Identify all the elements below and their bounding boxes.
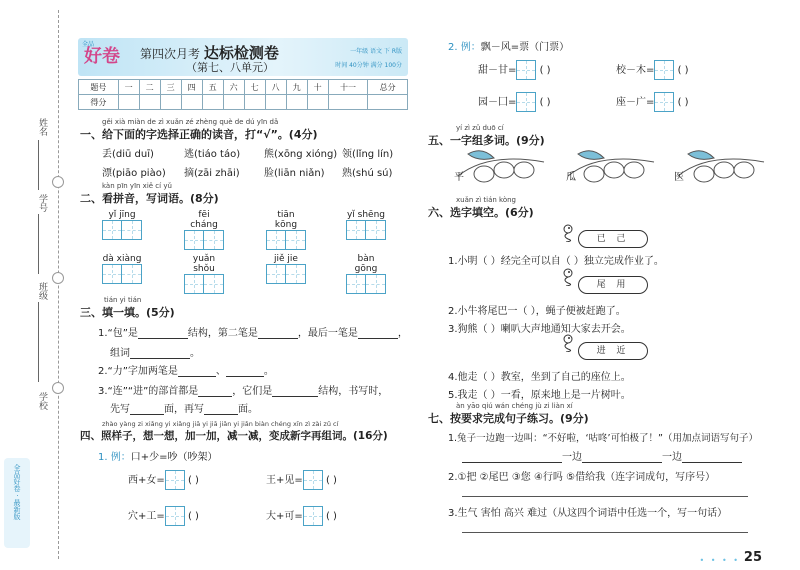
school-label: 学校 bbox=[37, 392, 47, 410]
blank[interactable] bbox=[178, 376, 216, 377]
char-box[interactable] bbox=[303, 506, 323, 526]
exercise-line: 1.兔子一边跑一边叫：“不好啦，‘咕咚’可怕极了！”（用加点词语写句子） bbox=[448, 433, 758, 444]
sentence-line[interactable]: 5.我走（ ）一看，原来地上是一片树叶。 bbox=[448, 390, 631, 401]
choice-item[interactable]: 脸(liān niǎn) bbox=[264, 168, 325, 179]
writing-grid[interactable] bbox=[102, 264, 142, 284]
blank[interactable] bbox=[682, 462, 742, 463]
exercise-line: 3.生气 害怕 高兴 难过（从这四个词语中任选一个，写一句话） bbox=[448, 508, 728, 519]
section-5-title: 五、一字组多词。(9分) bbox=[428, 134, 545, 147]
page-title: 第四次月考 达标检测卷 bbox=[140, 44, 279, 62]
word-item: fēi cháng bbox=[184, 210, 224, 253]
cut-line bbox=[58, 10, 59, 559]
word-item: jiě jie bbox=[266, 254, 306, 287]
section-2 bbox=[80, 178, 410, 298]
blank[interactable] bbox=[582, 462, 662, 463]
stem-char: 医 bbox=[674, 172, 684, 183]
blank[interactable] bbox=[226, 376, 264, 377]
brand-strip: 全品好卷 · 最新版 bbox=[4, 458, 30, 548]
meta-grade: 一年级 语文 下 R版 bbox=[350, 48, 402, 55]
section-7-title: 七、按要求完成句子练习。(9分) bbox=[428, 412, 589, 425]
section-2-title: 二、看拼音，写词语。(8分) bbox=[80, 192, 219, 205]
snake-icon bbox=[560, 334, 576, 352]
num-label: 学号 bbox=[37, 194, 47, 212]
char-box[interactable] bbox=[165, 506, 185, 526]
char-box[interactable] bbox=[654, 92, 674, 112]
hole-circle bbox=[52, 272, 64, 284]
fill-line: 1.“包”是 结构，第二笔是 ，最后一笔是 ， bbox=[98, 328, 408, 339]
exercise-line: 2.①把 ②尾巴 ③您 ④行吗 ⑤借给我（连字词成句，写序号） bbox=[448, 472, 716, 483]
compose-item: 大+可= ( ) bbox=[266, 506, 337, 526]
section-7 bbox=[428, 402, 778, 542]
sentence-line[interactable]: 1.小明（ ）经完全可以自（ ）独立完成作业了。 bbox=[448, 256, 664, 267]
answer-line[interactable] bbox=[462, 496, 748, 497]
answer-line[interactable] bbox=[462, 532, 748, 533]
choice-item[interactable]: 领(lǐng lín) bbox=[342, 149, 394, 160]
compose-item: 座－广= ( ) bbox=[616, 92, 689, 112]
class-label: 班级 bbox=[37, 282, 47, 300]
table-row: 题号 一 二 三 四 五 六 七 八 九 十 十一 总分 bbox=[79, 80, 408, 95]
compose-item: 园－囗= ( ) bbox=[478, 92, 551, 112]
header-banner bbox=[78, 38, 408, 76]
logo-small: 全品 bbox=[82, 41, 95, 48]
section-3 bbox=[80, 296, 410, 414]
section-7-pinyin: àn yāo qiú wán chéng jù zi liàn xí bbox=[456, 402, 573, 410]
section-6-pinyin: xuǎn zì tián kòng bbox=[456, 196, 516, 204]
writing-grid[interactable] bbox=[184, 230, 224, 250]
name-blank[interactable] bbox=[38, 140, 39, 190]
page-dots: • • • • bbox=[699, 556, 740, 565]
blank[interactable] bbox=[272, 396, 318, 397]
sentence-line[interactable]: 3.狗熊（ ）喇叭大声地通知大家去开会。 bbox=[448, 324, 631, 335]
fill-line: 3.“连”“进”的部首都是 ，它们是 结构，书写时， bbox=[98, 386, 389, 397]
blank[interactable] bbox=[198, 396, 232, 397]
score-table bbox=[78, 79, 408, 110]
word-item: yuǎn shǒu bbox=[184, 254, 224, 297]
example-line: 2. 例：飘－风=票（门票） bbox=[448, 42, 570, 53]
section-6 bbox=[428, 196, 778, 401]
word-item: tiān kōng bbox=[266, 210, 306, 253]
compose-item: 甜－甘= ( ) bbox=[478, 60, 551, 80]
section-1-pinyin: gěi xià miàn de zì xuǎn zé zhèng què de dú yīn dǎ bbox=[102, 118, 279, 126]
section-4-pinyin: zhào yàng zi xiǎng yi xiǎng jiā yi jiā jiǎn yi jiǎn biàn chéng xīn zì zài zǔ cí bbox=[102, 420, 339, 428]
choice-item[interactable]: 摘(zāi zhāi) bbox=[184, 168, 240, 179]
name-label: 姓名 bbox=[37, 118, 47, 136]
writing-grid[interactable] bbox=[184, 274, 224, 294]
compose-item: 西+女= ( ) bbox=[128, 470, 199, 490]
writing-grid[interactable] bbox=[266, 264, 306, 284]
example-line: 1. 例：口+少=吵（吵架） bbox=[98, 452, 218, 463]
choice-item[interactable]: 熊(xōng xióng) bbox=[264, 149, 338, 160]
compose-item: 穴+工= ( ) bbox=[128, 506, 199, 526]
section-4 bbox=[80, 420, 410, 570]
word-item: bàn gōng bbox=[346, 254, 386, 297]
blank[interactable] bbox=[138, 338, 188, 339]
page-number: 25 bbox=[743, 550, 762, 565]
char-box[interactable] bbox=[516, 92, 536, 112]
writing-grid[interactable] bbox=[266, 230, 306, 250]
section-1 bbox=[80, 118, 410, 178]
choice-item[interactable]: 熟(shú sú) bbox=[342, 168, 393, 179]
table-row: 得分 bbox=[79, 95, 408, 110]
blank[interactable] bbox=[258, 338, 298, 339]
exercise-answer: 一边 一边 bbox=[462, 448, 742, 463]
choice-item[interactable]: 逃(tiáo táo) bbox=[184, 149, 241, 160]
section-5 bbox=[428, 124, 778, 194]
word-item: yǐ jīng bbox=[102, 210, 142, 243]
snake-icon bbox=[560, 224, 576, 242]
choice-item[interactable]: 漂(piāo piào) bbox=[102, 168, 166, 179]
section-3-pinyin: tián yi tián bbox=[104, 296, 142, 304]
choice-item[interactable]: 丢(diū duī) bbox=[102, 149, 154, 160]
blank[interactable] bbox=[130, 414, 164, 415]
hole-circle bbox=[52, 176, 64, 188]
section-3-title: 三、填一填。(5分) bbox=[80, 306, 175, 319]
stem-char: 平 bbox=[454, 172, 464, 183]
char-box[interactable] bbox=[654, 60, 674, 80]
char-box[interactable] bbox=[516, 60, 536, 80]
char-box[interactable] bbox=[165, 470, 185, 490]
logo: 好卷 bbox=[84, 46, 120, 67]
section-2-pinyin: kàn pīn yīn xiě cí yǔ bbox=[102, 182, 172, 190]
snake-icon bbox=[560, 268, 576, 286]
blank[interactable] bbox=[130, 358, 190, 359]
char-box[interactable] bbox=[303, 470, 323, 490]
hole-circle bbox=[52, 382, 64, 394]
blank[interactable] bbox=[462, 462, 562, 463]
compose-item: 王+见= ( ) bbox=[266, 470, 337, 490]
writing-grid[interactable] bbox=[102, 220, 142, 240]
char-pair-pill: 尾 用 bbox=[578, 276, 648, 294]
writing-grid[interactable] bbox=[346, 220, 386, 240]
section-4-title: 四、照样子，想一想，加一加，减一减，变成新字再组词。(16分) bbox=[80, 430, 388, 442]
binding-strip bbox=[0, 0, 72, 569]
char-pair-pill: 进 近 bbox=[578, 342, 648, 360]
fill-line: 2.“力”字加两笔是 、 。 bbox=[98, 366, 274, 377]
class-blank[interactable] bbox=[38, 302, 39, 382]
page-subtitle: （第七、八单元） bbox=[186, 61, 274, 74]
meta-time: 时间 40分钟 满分 100分 bbox=[335, 62, 402, 69]
word-item: dà xiàng bbox=[102, 254, 142, 287]
blank[interactable] bbox=[358, 338, 398, 339]
compose-item: 校－木= ( ) bbox=[616, 60, 689, 80]
sentence-line[interactable]: 4.他走（ ）教室，坐到了自己的座位上。 bbox=[448, 372, 631, 383]
word-item: yǐ shēng bbox=[346, 210, 386, 243]
char-pair-pill: 已 己 bbox=[578, 230, 648, 248]
stem-char: 瓜 bbox=[566, 172, 576, 183]
fill-line: 组词 。 bbox=[110, 348, 200, 359]
blank[interactable] bbox=[204, 414, 238, 415]
section-1-title: 一、给下面的字选择正确的读音，打“√”。(4分) bbox=[80, 128, 318, 141]
writing-grid[interactable] bbox=[346, 274, 386, 294]
section-5-pinyin: yí zì zǔ duō cí bbox=[456, 124, 504, 132]
num-blank[interactable] bbox=[38, 214, 39, 274]
section-6-title: 六、选字填空。(6分) bbox=[428, 206, 534, 219]
fill-line: 先写 面，再写 面。 bbox=[110, 404, 258, 415]
sentence-line[interactable]: 2.小牛将尾巴一（ ），蝇子便被赶跑了。 bbox=[448, 306, 626, 317]
left-column bbox=[78, 38, 408, 522]
